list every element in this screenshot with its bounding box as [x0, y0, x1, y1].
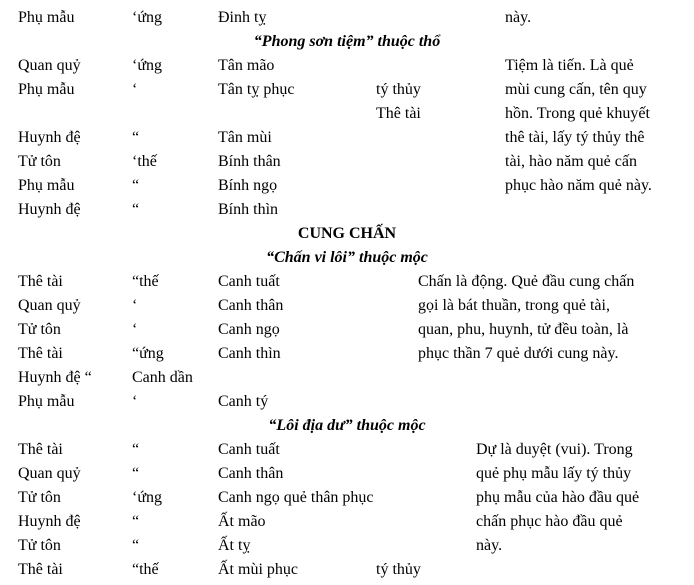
- row-s4-0-col-b: “: [132, 441, 140, 458]
- section-heading-chan-vi-loi: “Chấn vi lôi” thuộc mộc: [266, 249, 428, 266]
- row-s4-5-col-b: “thế: [132, 561, 159, 578]
- row-s3-2-note: quan, phu, huynh, tử đều toàn, là: [418, 321, 629, 338]
- row-s4-2-col-c: Canh ngọ quẻ thân phục: [218, 489, 374, 506]
- row-s4-1-note: quẻ phụ mẫu lấy tý thủy: [476, 465, 632, 482]
- row-s3-5-col-b: ‘: [132, 393, 138, 410]
- row-s4-4-col-a: Tử tôn: [18, 537, 61, 554]
- row-s2-1-col-d: tý thủy: [376, 81, 421, 98]
- row-s3-2-col-c: Canh ngọ: [218, 321, 280, 338]
- row-s4-3-col-c: Ất mão: [218, 513, 266, 530]
- row-s2-5-col-b: “: [132, 177, 140, 194]
- row-s4-0-col-a: Thê tài: [18, 441, 63, 458]
- row-s1-0-col-c: Đinh tỵ: [218, 9, 267, 26]
- row-s4-0-note: Dự là duyệt (vui). Trong: [476, 441, 633, 458]
- row-s2-6-col-c: Bính thìn: [218, 201, 279, 218]
- row-s2-6-col-a: Huynh đệ: [18, 201, 81, 218]
- row-s2-2-note: hồn. Trong quẻ khuyết: [505, 105, 650, 122]
- row-s2-3-col-c: Tân mùi: [218, 129, 272, 146]
- row-s4-5-col-d: tý thủy: [376, 561, 421, 578]
- row-s4-0-col-c: Canh tuất: [218, 441, 280, 458]
- row-s2-0-note: Tiệm là tiến. Là quẻ: [505, 57, 634, 74]
- row-s3-0-col-c: Canh tuất: [218, 273, 280, 290]
- row-s2-3-note: thê tài, lấy tý thủy thê: [505, 129, 645, 146]
- row-s2-5-col-a: Phụ mẫu: [18, 177, 75, 194]
- row-s4-5-col-a: Thê tài: [18, 561, 63, 578]
- row-s2-3-col-b: “: [132, 129, 140, 146]
- row-s2-0-col-b: ‘ứng: [132, 57, 162, 74]
- row-s2-0-col-a: Quan quỷ: [18, 57, 81, 74]
- row-s2-6-col-b: “: [132, 201, 140, 218]
- row-s4-3-note: chấn phục hào đầu quẻ: [476, 513, 623, 530]
- row-s3-2-col-a: Tử tôn: [18, 321, 61, 338]
- row-s1-0-col-a: Phụ mẫu: [18, 9, 75, 26]
- row-s2-1-col-a: Phụ mẫu: [18, 81, 75, 98]
- row-s3-2-col-b: ‘: [132, 321, 138, 338]
- row-s4-1-col-c: Canh thân: [218, 465, 284, 482]
- row-s3-1-note: gọi là bát thuần, trong quẻ tài,: [418, 297, 610, 314]
- row-s4-2-col-a: Tử tôn: [18, 489, 61, 506]
- row-s3-3-col-c: Canh thìn: [218, 345, 281, 362]
- row-s2-0-col-c: Tân mão: [218, 57, 275, 74]
- section-title-cung-chan: CUNG CHẤN: [297, 225, 397, 242]
- row-s4-3-col-b: “: [132, 513, 140, 530]
- row-s2-4-col-c: Bính thân: [218, 153, 281, 170]
- row-s3-0-col-b: “thế: [132, 273, 159, 290]
- row-s1-0-note: này.: [505, 9, 532, 26]
- row-s4-4-note: này.: [476, 537, 503, 554]
- row-s3-3-note: phục thần 7 quẻ dưới cung này.: [418, 345, 619, 362]
- row-s2-3-col-a: Huynh đệ: [18, 129, 81, 146]
- row-s3-5-col-c: Canh tý: [218, 393, 269, 410]
- row-s2-1-col-b: ‘: [132, 81, 138, 98]
- row-s4-1-col-a: Quan quỷ: [18, 465, 81, 482]
- row-s1-0-col-b: ‘ứng: [132, 9, 162, 26]
- row-s3-0-col-a: Thê tài: [18, 273, 63, 290]
- row-s4-3-col-a: Huynh đệ: [18, 513, 81, 530]
- row-s2-4-col-a: Tử tôn: [18, 153, 61, 170]
- row-s2-1-col-c: Tân tỵ phục: [218, 81, 295, 98]
- row-s4-2-col-b: ‘ứng: [132, 489, 162, 506]
- row-s3-1-col-a: Quan quỷ: [18, 297, 81, 314]
- row-s2-4-col-b: ‘thế: [132, 153, 157, 170]
- row-s2-5-col-c: Bính ngọ: [218, 177, 278, 194]
- row-s2-1-note: mùi cung cấn, tên quy: [505, 81, 647, 98]
- section-heading-phong-son-tiem: “Phong sơn tiệm” thuộc thổ: [253, 33, 441, 50]
- row-s3-4-col-a: Huynh đệ “: [18, 369, 92, 386]
- row-s2-2-col-d: Thê tài: [376, 105, 421, 122]
- row-s3-3-col-a: Thê tài: [18, 345, 63, 362]
- row-s3-3-col-b: “ứng: [132, 345, 164, 362]
- row-s2-4-note: tài, hào năm quẻ cấn: [505, 153, 637, 170]
- row-s4-5-col-c: Ất mùi phục: [218, 561, 298, 578]
- row-s4-1-col-b: “: [132, 465, 140, 482]
- row-s4-4-col-b: “: [132, 537, 140, 554]
- row-s3-1-col-c: Canh thân: [218, 297, 284, 314]
- row-s3-1-col-b: ‘: [132, 297, 138, 314]
- row-s3-0-note: Chấn là động. Quẻ đầu cung chấn: [418, 273, 635, 290]
- row-s2-5-note: phục hào năm quẻ này.: [505, 177, 652, 194]
- row-s4-4-col-c: Ất tỵ: [218, 537, 251, 554]
- row-s3-5-col-a: Phụ mẫu: [18, 393, 75, 410]
- row-s3-4-col-b: Canh dần: [132, 369, 193, 386]
- row-s4-2-note: phụ mẫu của hào đầu quẻ: [476, 489, 640, 506]
- section-heading-loi-dia-du: “Lôi địa dư” thuộc mộc: [268, 417, 426, 434]
